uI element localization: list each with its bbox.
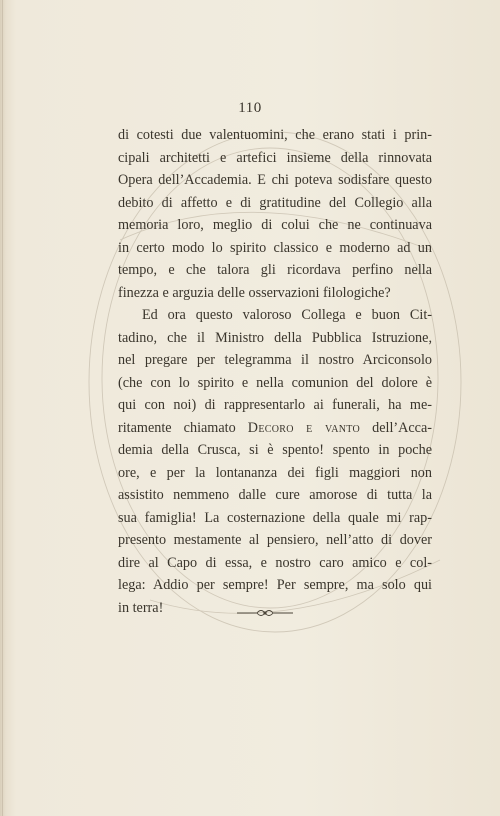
text-line: assistito nemmeno dalle cure amorose di tutta la: [118, 487, 432, 503]
body-text: [118, 124, 432, 619]
smallcaps-phrase: Decoro e vanto: [247, 419, 360, 436]
text-line: demia della Crusca, si è spento! spento in poche: [118, 442, 432, 458]
text-line: presento mestamente al pensiero, nell’atto di dover: [118, 532, 432, 548]
text-line: qui con noi) di rappresentarlo ai funerali, ha me-: [118, 397, 432, 413]
text-line: dire al Capo di essa, e nostro caro amico e col-: [118, 554, 432, 571]
page-number: 110: [238, 100, 262, 116]
text-line: Opera dell’Accademia. E chi poteva sodisfare questo: [118, 172, 432, 188]
text-line: di cotesti due valentuomini, che erano stati i prin-: [118, 127, 432, 143]
text-line: in terra!: [118, 599, 164, 616]
text-line: sua famiglia! La costernazione della quale mi rap-: [118, 509, 432, 526]
binding-edge: [2, 0, 3, 816]
text-line: cipali architetti e artefici insieme della rinnovata: [118, 149, 432, 166]
text-line: tempo, e che talora gli ricordava perfino nella: [118, 262, 432, 278]
ornament-divider: [235, 606, 295, 620]
text-segment: dell’Acca-: [360, 419, 432, 436]
text-line: Ed ora questo valoroso Collega e buon Cit-: [142, 307, 432, 323]
text-line: debito di affetto e di gratitudine del Collegio alla: [118, 194, 432, 211]
text-line: lega: Addio per sempre! Per sempre, ma solo qui: [118, 577, 432, 593]
text-line: memoria loro, meglio di colui che ne continuava: [118, 217, 432, 233]
paragraph-2: [118, 304, 432, 619]
text-line: (che con lo spirito e nella comunion del dolore è: [118, 374, 432, 391]
text-line: [118, 417, 432, 440]
text-line: tadino, che il Ministro della Pubblica Istruzione,: [118, 329, 432, 346]
paragraph-1: [118, 124, 432, 304]
text-segment: ritamente chiamato: [118, 419, 248, 436]
text-line: in certo modo lo spirito classico e moderno ad un: [118, 239, 432, 256]
text-line: finezza e arguzia delle osservazioni filologiche?: [118, 284, 391, 301]
text-line: nel pregare per telegramma il nostro Arciconsolo: [118, 352, 432, 368]
text-line: ore, e per la lontananza dei figli maggiori non: [118, 464, 432, 481]
